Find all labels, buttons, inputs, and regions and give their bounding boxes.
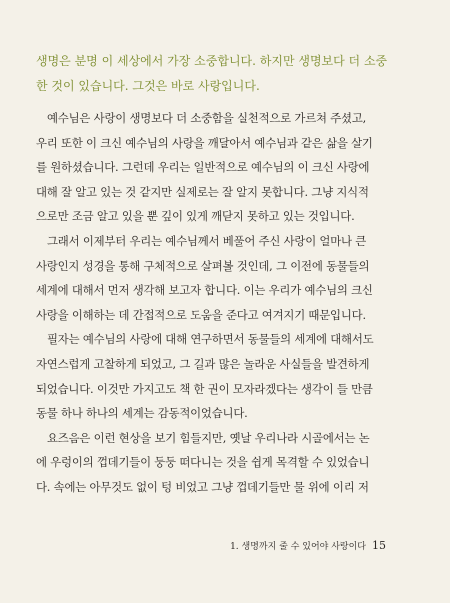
body-line: 동물 하나 하나의 세계는 감동적이었습니다.	[36, 406, 248, 421]
body-line: 사랑을 이해하는 데 간접적으로 도움을 준다고 여겨지기 때문입니다.	[36, 307, 366, 322]
body-line: 사랑인지 성경을 통해 구체적으로 살펴볼 것인데, 그 이전에 동물들의	[36, 258, 370, 273]
body-line: 우리 또한 이 크신 예수님의 사랑을 깨달아서 예수님과 같은 삶을 살기	[36, 135, 373, 150]
body-line: 으로만 조금 알고 있을 뿐 깊이 있게 깨닫지 못하고 있는 것입니다.	[36, 209, 355, 224]
body-line: 요즈음은 이런 현상을 보기 힘들지만, 옛날 우리나라 시골에서는 논	[47, 430, 370, 445]
body-text	[36, 106, 436, 500]
body-line: 세계에 대해서 먼저 생각해 보고자 합니다. 이는 우리가 예수님의 크신	[36, 283, 373, 298]
body-line: 에 우렁이의 껍데기들이 둥둥 떠다니는 것을 쉽게 목격할 수 있었습니	[36, 455, 370, 470]
body-line: 예수님은 사랑이 생명보다 더 소중함을 실천적으로 가르쳐 주셨고,	[47, 111, 367, 125]
body-line: 그래서 이제부터 우리는 예수님께서 베풀어 주신 사랑이 얼마나 큰	[47, 233, 367, 248]
page-number: 15	[372, 539, 386, 552]
body-line: 대해 잘 알고 있는 것 같지만 실제로는 잘 알지 못합니다. 그냥 지식적	[36, 184, 369, 199]
body-line: 를 원하셨습니다. 그런데 우리는 일반적으로 예수님의 이 크신 사랑에	[36, 160, 370, 175]
page-footer	[230, 539, 386, 552]
lead-line: 생명은 분명 이 세상에서 가장 소중합니다. 하지만 생명보다 더 소중	[36, 54, 388, 68]
chapter-title: 1. 생명까지 줄 수 있어야 사랑이다	[230, 542, 366, 552]
body-line: 되었습니다. 이것만 가지고도 책 한 권이 모자라겠다는 생각이 들 만큼	[36, 381, 373, 396]
body-line: 다. 속에는 아무것도 없이 텅 비었고 그냥 껍데기들만 물 위에 이리 저	[36, 479, 369, 494]
body-line: 자연스럽게 고찰하게 되었고, 그 길과 많은 놀라운 사실들을 발견하게	[36, 356, 370, 371]
lead-paragraph	[36, 50, 436, 99]
lead-line: 한 것이 있습니다. 그것은 바로 사랑입니다.	[36, 78, 260, 93]
body-line: 필자는 예수님의 사랑에 대해 연구하면서 동물들의 세계에 대해서도	[47, 332, 374, 347]
